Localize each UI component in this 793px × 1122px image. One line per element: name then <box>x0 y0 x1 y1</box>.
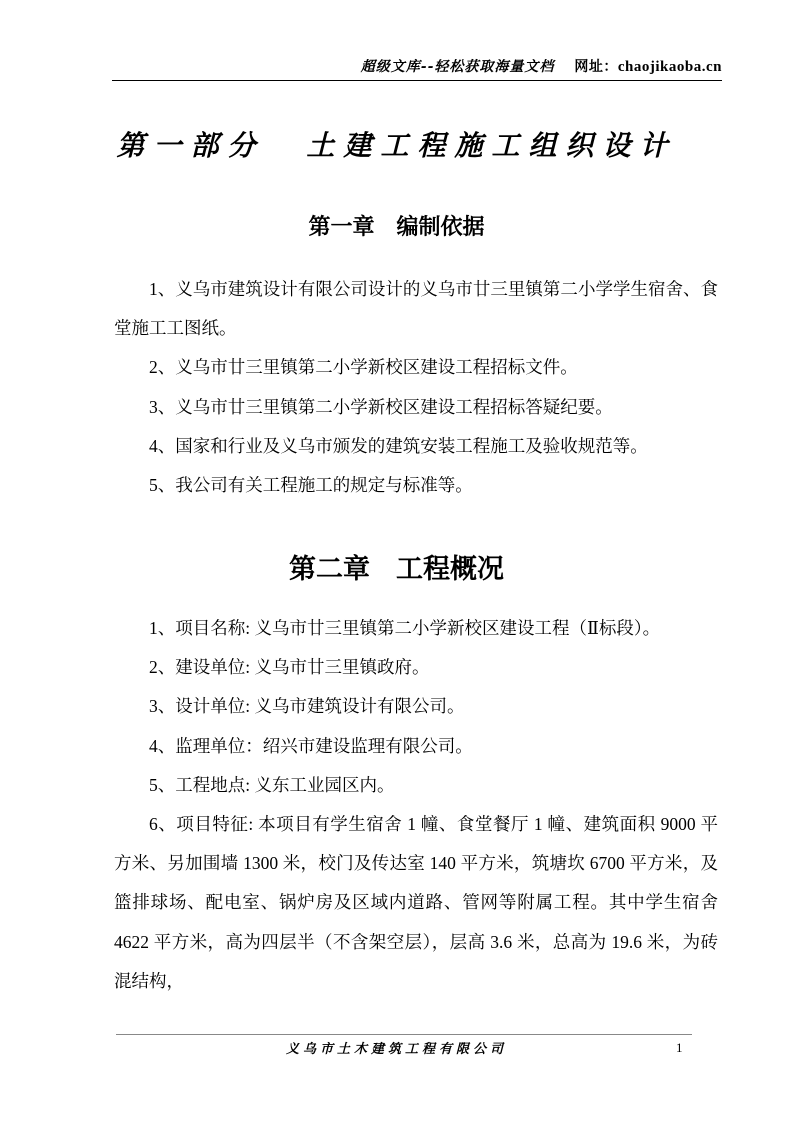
chapter-heading-2 <box>0 547 793 586</box>
part-label: 第一部分 <box>116 129 265 162</box>
part-title-text: 土建工程施工组织设计 <box>306 129 677 162</box>
list-item: 4、监理单位：绍兴市建设监理有限公司。 <box>149 735 473 756</box>
chapter-1-body <box>114 270 718 505</box>
page-number: 1 <box>676 1040 683 1055</box>
chapter-number: 第二章 <box>289 554 370 585</box>
chapter-heading-1 <box>0 210 793 241</box>
footer-divider <box>116 1034 692 1035</box>
list-item: 5、工程地点: 义东工业园区内。 <box>149 774 395 795</box>
list-item: 2、义乌市廿三里镇第二小学新校区建设工程招标文件。 <box>149 357 578 378</box>
list-item: 1、义乌市建筑设计有限公司设计的义乌市廿三里镇第二小学学生宿舍、食堂施工工图纸。 <box>114 279 718 339</box>
header-divider <box>112 80 722 81</box>
header-slogan: 超级文库--轻松获取海量文档 <box>360 59 555 75</box>
list-item: 3、义乌市廿三里镇第二小学新校区建设工程招标答疑纪要。 <box>149 396 613 417</box>
header-text <box>361 56 722 76</box>
list-item: 4、国家和行业及义乌市颁发的建筑安装工程施工及验收规范等。 <box>149 435 648 456</box>
list-item: 2、建设单位: 义乌市廿三里镇政府。 <box>149 657 430 678</box>
list-item: 3、设计单位: 义乌市建筑设计有限公司。 <box>149 696 465 717</box>
page-header <box>112 56 722 80</box>
part-title <box>0 124 793 164</box>
list-item: 1、项目名称: 义乌市廿三里镇第二小学新校区建设工程（Ⅱ标段）。 <box>149 618 661 638</box>
list-item: 5、我公司有关工程施工的规定与标准等。 <box>149 475 473 496</box>
header-url-link[interactable]: chaojikaoba.cn <box>617 59 722 75</box>
footer-company: 义乌市土木建筑工程有限公司 <box>285 1042 507 1057</box>
chapter-2-body <box>114 609 718 1001</box>
list-item: 6、项目特征: 本项目有学生宿舍 1 幢、食堂餐厅 1 幢、建筑面积 9000 平方米、另加围墙 1300 米，校门及传达室 140 平方米，筑塘坎 6700 平方米，及篮排球场、配电室、锅炉房及区域内道路、管网等附属工程。其中学生宿舍 4622 平方米，高为四层半（不含架空层），层高 3.6 米，总高为 19.6 米，为砖混结构， <box>114 814 718 991</box>
chapter-title: 工程概况 <box>396 554 504 585</box>
chapter-title: 编制依据 <box>396 215 485 240</box>
chapter-number: 第一章 <box>308 215 375 240</box>
header-url-label: 网址： <box>574 59 618 75</box>
